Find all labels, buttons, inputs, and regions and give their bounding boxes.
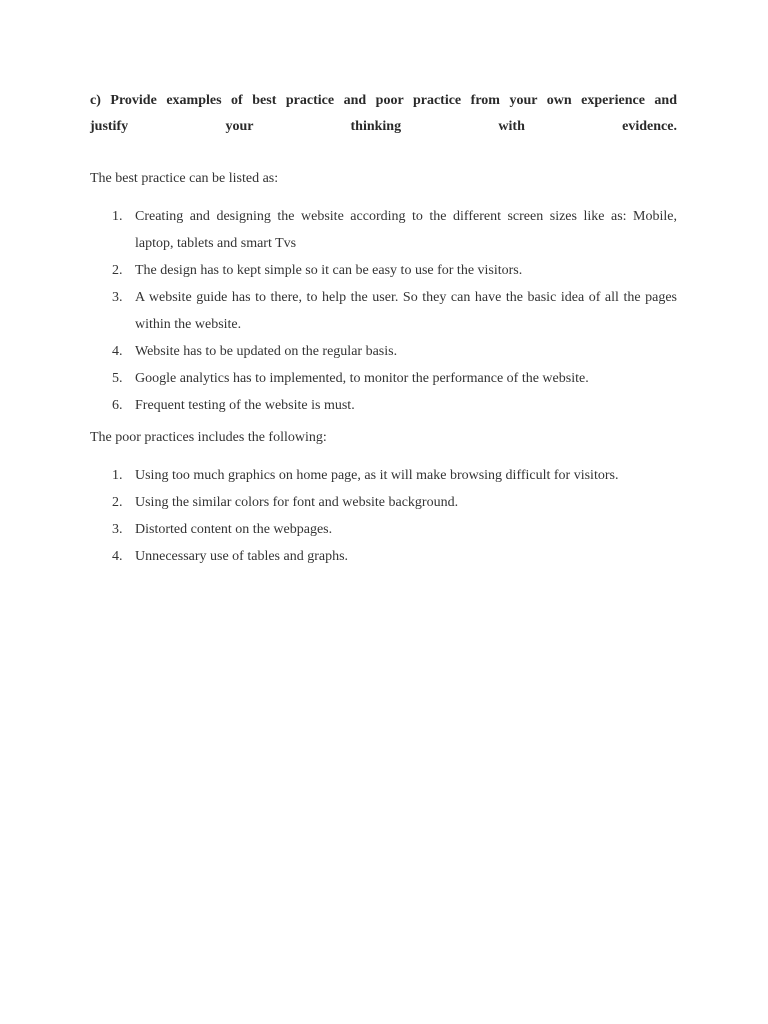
list-item bbox=[90, 489, 677, 516]
list-item-text: Website has to be updated on the regular basis. bbox=[135, 344, 398, 359]
question-word: evidence. bbox=[622, 119, 677, 134]
poor-practice-list bbox=[90, 462, 677, 570]
list-item-text: Unnecessary use of tables and graphs. bbox=[135, 549, 349, 564]
list-number: 6. bbox=[112, 398, 123, 413]
list-item bbox=[90, 257, 677, 284]
question-word: justify bbox=[90, 119, 129, 134]
poor-practice-intro: The poor practices includes the following: bbox=[90, 430, 327, 445]
list-item bbox=[90, 338, 677, 365]
list-item-text: Using the similar colors for font and website background. bbox=[135, 495, 459, 510]
list-number: 5. bbox=[112, 371, 123, 386]
list-number: 4. bbox=[112, 549, 123, 564]
list-item-text: Frequent testing of the website is must. bbox=[135, 398, 355, 413]
question-line-1: c) Provide examples of best practice and poor practice from your own experience and bbox=[90, 93, 677, 108]
list-item-text: Creating and designing the website according to the different screen sizes like as: Mobile, laptop, tablets and smart Tvs bbox=[135, 209, 677, 251]
list-number: 3. bbox=[112, 290, 123, 305]
question-word: with bbox=[498, 119, 525, 134]
list-item-text: Distorted content on the webpages. bbox=[135, 522, 333, 537]
list-number: 3. bbox=[112, 522, 123, 537]
list-number: 4. bbox=[112, 344, 123, 359]
question-line-2 bbox=[90, 114, 677, 140]
list-item bbox=[90, 203, 677, 257]
list-item-text: Google analytics has to implemented, to monitor the performance of the website. bbox=[135, 371, 589, 386]
document-page bbox=[90, 88, 677, 570]
question-word: your bbox=[225, 119, 254, 134]
list-item bbox=[90, 462, 677, 489]
list-number: 1. bbox=[112, 468, 123, 483]
list-number: 2. bbox=[112, 495, 123, 510]
list-item-text: Using too much graphics on home page, as it will make browsing difficult for visitors. bbox=[135, 468, 619, 483]
list-number: 1. bbox=[112, 209, 123, 224]
list-item-text: The design has to kept simple so it can be easy to use for the visitors. bbox=[135, 263, 523, 278]
list-item bbox=[90, 543, 677, 570]
question-word: thinking bbox=[350, 119, 402, 134]
list-item-text: A website guide has to there, to help the user. So they can have the basic idea of all the pages within the website. bbox=[135, 290, 677, 332]
list-item bbox=[90, 284, 677, 338]
list-item bbox=[90, 365, 677, 392]
best-practice-intro: The best practice can be listed as: bbox=[90, 171, 279, 186]
list-item bbox=[90, 516, 677, 543]
list-item bbox=[90, 392, 677, 419]
question-heading bbox=[90, 88, 677, 140]
best-practice-list bbox=[90, 203, 677, 419]
list-number: 2. bbox=[112, 263, 123, 278]
